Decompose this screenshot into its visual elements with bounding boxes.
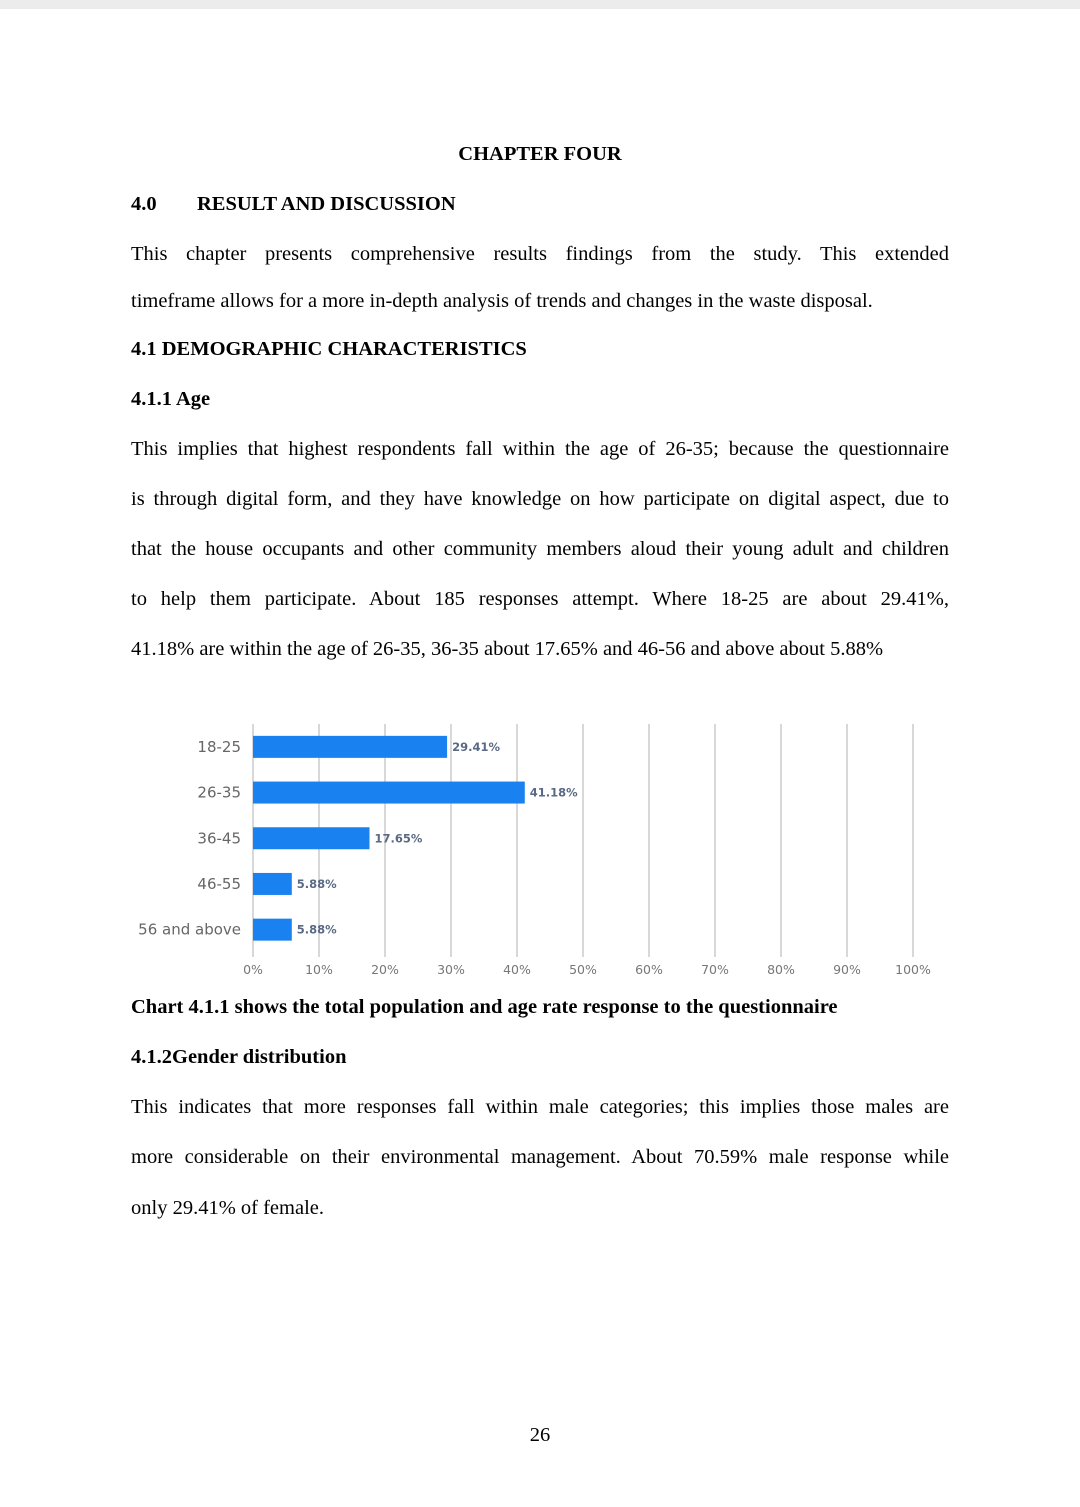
x-tick-label: 10% bbox=[305, 962, 333, 977]
x-tick-label: 60% bbox=[635, 962, 663, 977]
viewer-top-bar bbox=[0, 0, 1080, 9]
data-label: 29.41% bbox=[452, 739, 501, 754]
age-paragraph-line-5: 41.18% are within the age of 26-35, 36-35 about 17.65% and 46-56 and above about 5.88% bbox=[131, 638, 884, 660]
section-title: RESULT AND DISCUSSION bbox=[197, 193, 456, 215]
category-label: 18-25 bbox=[197, 737, 241, 756]
category-label: 36-45 bbox=[197, 829, 241, 848]
bar bbox=[253, 873, 292, 895]
gender-paragraph-line-2: more considerable on their environmental management. About 70.59% male response while bbox=[131, 1146, 949, 1168]
category-label: 26-35 bbox=[197, 783, 241, 802]
age-paragraph-line-1: This implies that highest respondents fall within the age of 26-35; because the questionnaire bbox=[131, 438, 949, 460]
chart-caption: Chart 4.1.1 shows the total population and age rate response to the questionnaire bbox=[131, 996, 838, 1018]
chapter-title: CHAPTER FOUR bbox=[458, 143, 622, 165]
x-tick-label: 0% bbox=[243, 962, 263, 977]
x-tick-label: 100% bbox=[895, 962, 931, 977]
data-label: 41.18% bbox=[529, 785, 578, 800]
gender-paragraph-line-3: only 29.41% of female. bbox=[131, 1197, 324, 1219]
intro-line-1: This chapter presents comprehensive results findings from the study. This extended bbox=[131, 243, 949, 265]
x-tick-label: 40% bbox=[503, 962, 531, 977]
data-label: 17.65% bbox=[374, 831, 423, 846]
intro-line-2: timeframe allows for a more in-depth analysis of trends and changes in the waste disposal. bbox=[131, 290, 873, 312]
gender-heading: 4.1.2Gender distribution bbox=[131, 1046, 347, 1068]
age-paragraph-line-3: that the house occupants and other community members aloud their young adult and children bbox=[131, 538, 949, 560]
category-label: 56 and above bbox=[138, 920, 241, 939]
bar bbox=[253, 736, 447, 758]
x-tick-label: 30% bbox=[437, 962, 465, 977]
bar bbox=[253, 827, 369, 849]
category-label: 46-55 bbox=[197, 874, 241, 893]
data-label: 5.88% bbox=[296, 922, 337, 937]
x-tick-label: 50% bbox=[569, 962, 597, 977]
x-tick-label: 70% bbox=[701, 962, 729, 977]
age-heading: 4.1.1 Age bbox=[131, 388, 211, 410]
bar bbox=[253, 782, 525, 804]
age-bar-chart bbox=[120, 709, 940, 979]
bar bbox=[253, 919, 292, 941]
x-tick-label: 20% bbox=[371, 962, 399, 977]
page-number: 26 bbox=[529, 1424, 551, 1446]
demographics-heading: 4.1 DEMOGRAPHIC CHARACTERISTICS bbox=[131, 338, 527, 360]
section-number: 4.0 bbox=[131, 193, 157, 215]
x-tick-label: 80% bbox=[767, 962, 795, 977]
document-page bbox=[0, 9, 1080, 1507]
age-paragraph-line-2: is through digital form, and they have knowledge on how participate on digital aspect, due to bbox=[131, 488, 949, 510]
x-tick-label: 90% bbox=[833, 962, 861, 977]
age-paragraph-line-4: to help them participate. About 185 responses attempt. Where 18-25 are about 29.41%, bbox=[131, 588, 949, 610]
gender-paragraph-line-1: This indicates that more responses fall within male categories; this implies those males are bbox=[131, 1096, 949, 1118]
data-label: 5.88% bbox=[296, 876, 337, 891]
age-chart-svg bbox=[120, 709, 940, 979]
